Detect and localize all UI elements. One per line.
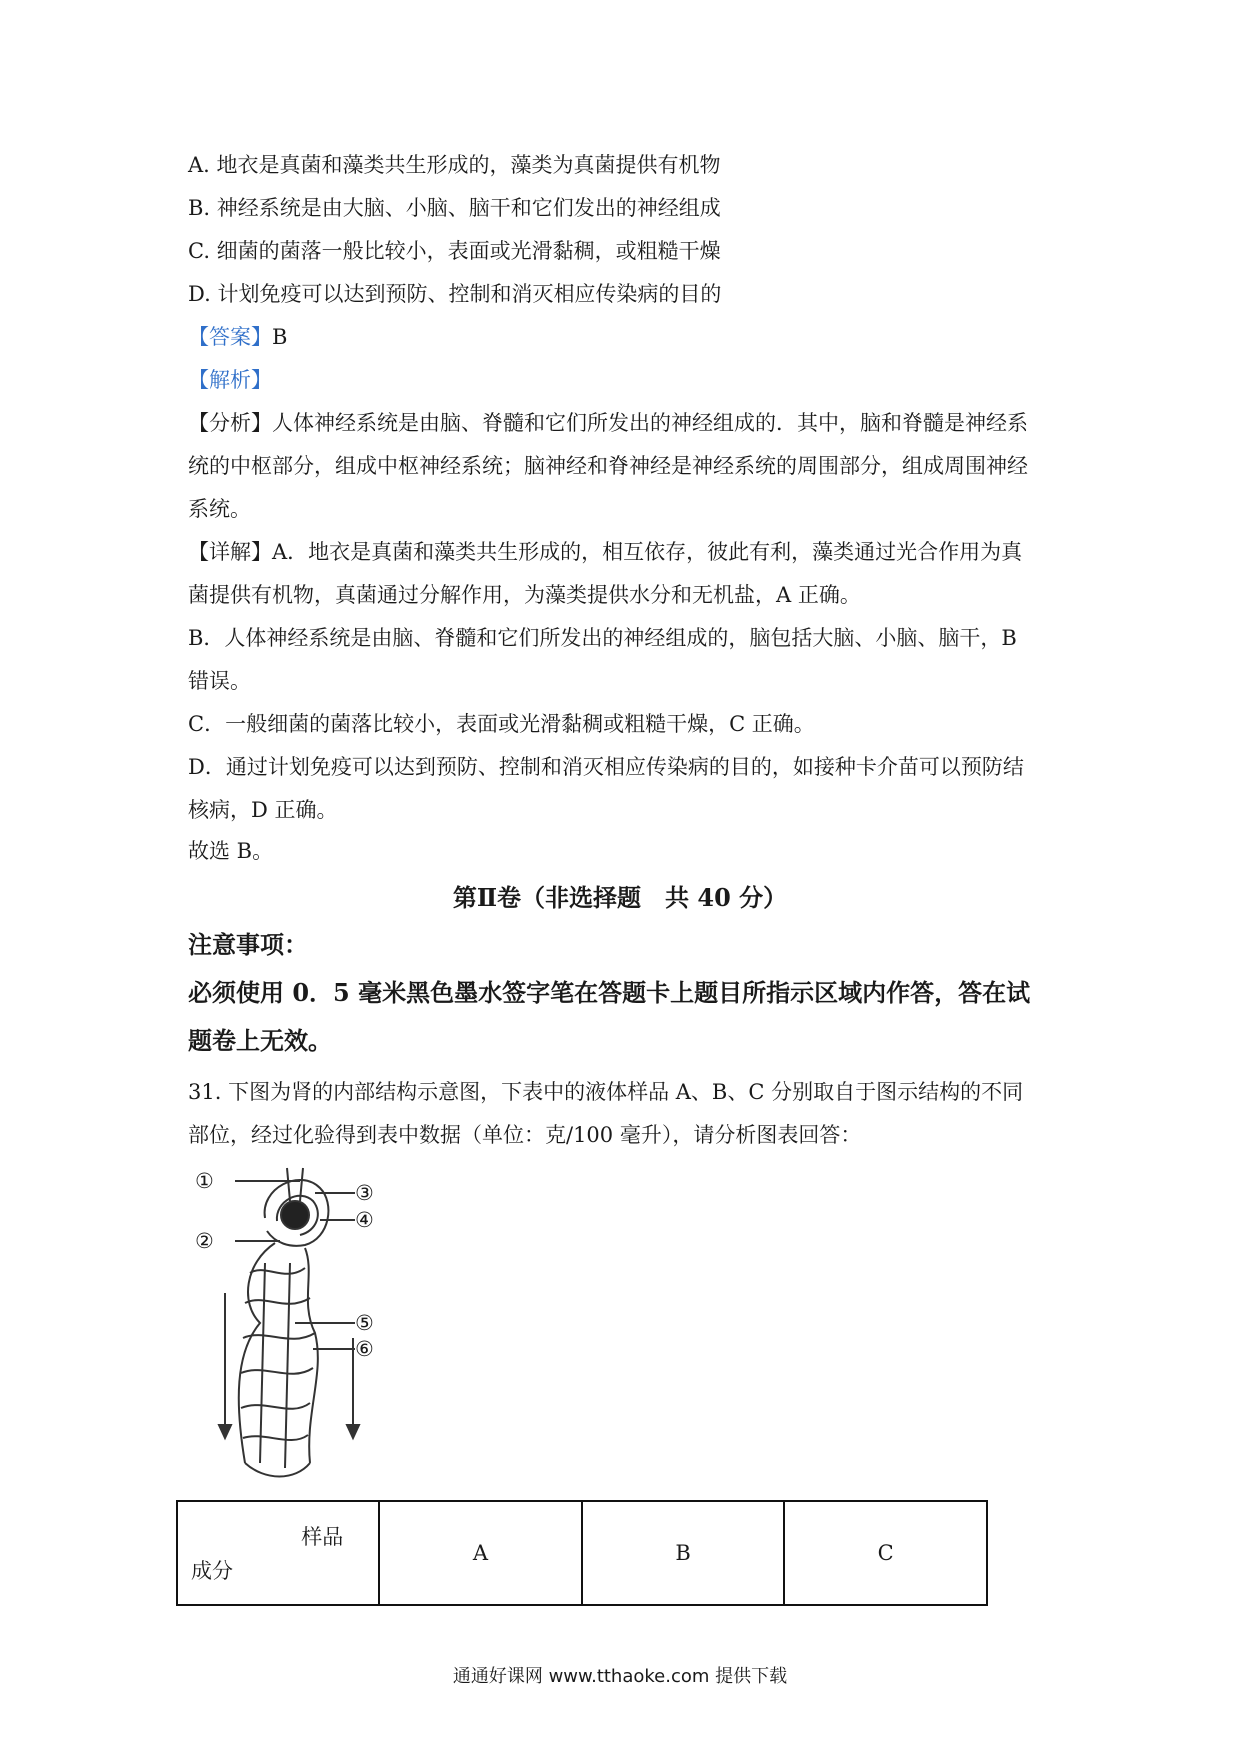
detail-line-7: 核病，D 正确。 [188, 798, 338, 822]
detail-line-1: 【详解】A．地衣是真菌和藻类共生形成的，相互依存，彼此有利，藻类通过光合作用为真 [188, 540, 1023, 564]
nephron-figure [195, 1163, 405, 1483]
sample-table [176, 1500, 988, 1606]
question-line-2: 部位，经过化验得到表中数据（单位：克/100 毫升），请分析图表回答： [188, 1123, 862, 1147]
analysis-line-2: 统的中枢部分，组成中枢神经系统；脑神经和脊神经是神经系统的周围部分，组成周围神经 [188, 454, 1028, 478]
figure-label-3: ③ [355, 1181, 374, 1205]
figure-label-5: ⑤ [355, 1311, 374, 1335]
option-a: A. 地衣是真菌和藻类共生形成的，藻类为真菌提供有机物 [188, 153, 721, 177]
figure-label-6: ⑥ [355, 1337, 374, 1361]
detail-line-8: 故选 B。 [188, 839, 274, 863]
notice-line-1: 必须使用 0．5 毫米黑色墨水签字笔在答题卡上题目所指示区域内作答，答在试 [188, 978, 1031, 1007]
corner-component-label: 成分 [191, 1559, 233, 1583]
footer: 通通好课网 www.tthaoke.com 提供下载 [452, 1666, 788, 1687]
table-corner-cell [177, 1501, 379, 1605]
detail-line-3: B．人体神经系统是由脑、脊髓和它们所发出的神经组成的，脑包括大脑、小脑、脑干，B [188, 626, 1017, 650]
answer-line [188, 322, 287, 352]
detail-line-6: D．通过计划免疫可以达到预防、控制和消灭相应传染病的目的，如接种卡介苗可以预防结 [188, 755, 1024, 779]
answer-value: B [272, 325, 288, 349]
table-header-b: B [582, 1501, 785, 1605]
analysis-line-1: 【分析】人体神经系统是由脑、脊髓和它们所发出的神经组成的．其中，脑和脊髓是神经系 [188, 411, 1028, 435]
section-title: 第Ⅱ卷（非选择题 共 40 分） [452, 883, 788, 912]
table-header-c: C [784, 1501, 987, 1605]
notice-title: 注意事项： [188, 930, 308, 959]
detail-line-4: 错误。 [188, 669, 251, 693]
analysis-line-3: 系统。 [188, 497, 251, 521]
answer-label: 【答案】 [188, 325, 272, 349]
option-b: B. 神经系统是由大脑、小脑、脑干和它们发出的神经组成 [188, 196, 721, 220]
table-header-a: A [379, 1501, 582, 1605]
option-c: C. 细菌的菌落一般比较小，表面或光滑黏稠，或粗糙干燥 [188, 239, 721, 263]
question-line-1: 31. 下图为肾的内部结构示意图，下表中的液体样品 A、B、C 分别取自于图示结构的不同 [188, 1080, 1024, 1104]
corner-sample-label: 样品 [301, 1525, 344, 1549]
detail-line-2: 菌提供有机物，真菌通过分解作用，为藻类提供水分和无机盐，A 正确。 [188, 583, 861, 607]
analysis-label: 【解析】 [188, 368, 272, 392]
notice-line-2: 题卷上无效。 [188, 1026, 332, 1055]
detail-line-5: C．一般细菌的菌落比较小，表面或光滑黏稠或粗糙干燥，C 正确。 [188, 712, 815, 736]
figure-label-4: ④ [355, 1208, 374, 1232]
option-d: D. 计划免疫可以达到预防、控制和消灭相应传染病的目的 [188, 282, 722, 306]
table-header-row [177, 1501, 987, 1605]
figure-label-1: ① [195, 1169, 214, 1193]
figure-label-2: ② [195, 1229, 214, 1253]
